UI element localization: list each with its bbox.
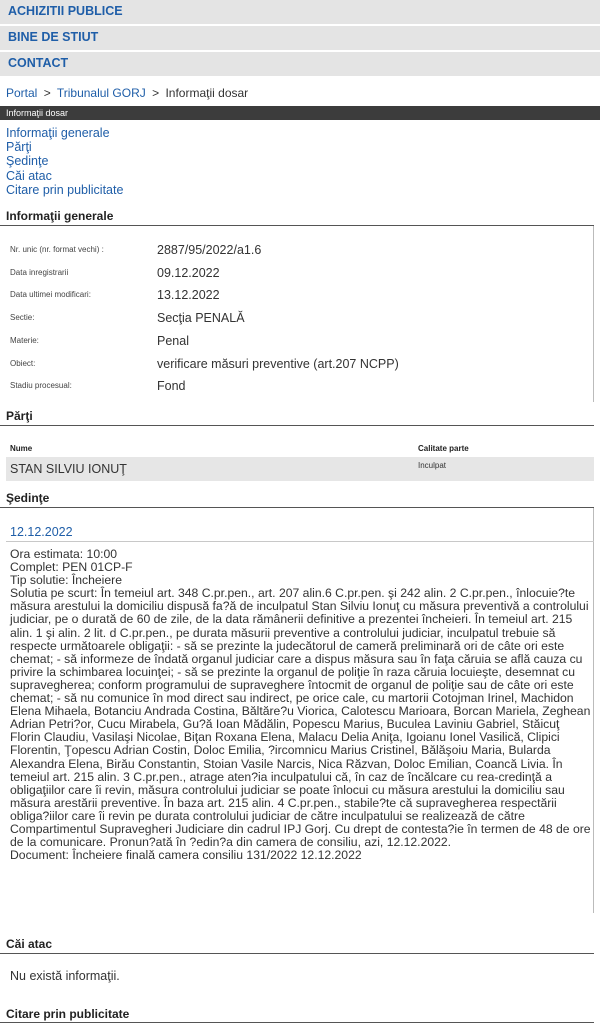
divider (593, 508, 594, 913)
column-header-name: Nume (10, 444, 33, 453)
hearing-details (10, 548, 592, 862)
breadcrumb-court[interactable]: Tribunalul GORJ (56, 86, 146, 100)
column-header-role: Calitate parte (418, 444, 469, 453)
hearing-document: Document: Încheiere finală camera consiliu 131/2022 12.12.2022 (10, 848, 362, 863)
party-role: Inculpat (418, 461, 447, 470)
toc-parti[interactable]: Părţi (6, 140, 32, 155)
info-value: 2887/95/2022/a1.6 (157, 243, 262, 257)
solution-type: Tip solutie: Încheiere (10, 573, 123, 588)
info-label: Data inregistrarii (10, 268, 69, 277)
info-label: Obiect: (10, 359, 36, 368)
info-label: Nr. unic (nr. format vechi) : (10, 245, 104, 254)
party-name: STAN SILVIU IONUŢ (10, 462, 127, 476)
divider (593, 226, 594, 402)
toc-cai-atac[interactable]: Căi atac (6, 168, 52, 183)
toc-citare-prin-publicitate[interactable]: Citare prin publicitate (6, 182, 124, 197)
info-value: Secţia PENALĂ (157, 311, 245, 325)
toc-sedinte[interactable]: Şedinţe (6, 154, 49, 169)
divider (0, 953, 594, 954)
breadcrumb-separator: > (152, 86, 160, 100)
section-title-citare: Citare prin publicitate (6, 1007, 130, 1021)
divider (0, 1022, 594, 1023)
nav-contact[interactable]: CONTACT (0, 52, 600, 78)
section-title-cai-atac: Căi atac (6, 937, 53, 951)
breadcrumb-portal[interactable]: Portal (6, 86, 38, 100)
info-label: Materie: (10, 336, 39, 345)
breadcrumb-separator: > (43, 86, 51, 100)
section-title-general: Informaţii generale (6, 209, 114, 223)
info-label: Data ultimei modificari: (10, 290, 91, 299)
hearing-time: Ora estimata: 10:00 (10, 547, 118, 561)
info-value: Penal (157, 334, 189, 348)
section-title-sedinte: Şedinţe (6, 491, 50, 505)
breadcrumb (6, 86, 248, 100)
table-of-contents (6, 126, 123, 197)
info-value: 09.12.2022 (157, 266, 220, 280)
divider (6, 541, 594, 542)
info-value: verificare măsuri preventive (art.207 NCPP) (157, 357, 399, 371)
info-label: Stadiu procesual: (10, 381, 72, 390)
section-title-parti: Părţi (6, 409, 33, 423)
info-label: Sectie: (10, 313, 35, 322)
nav-achizitii-publice[interactable]: ACHIZITII PUBLICE (0, 0, 600, 26)
no-information-text: Nu există informaţii. (10, 969, 120, 983)
divider (0, 225, 594, 226)
hearing-panel: Complet: PEN 01CP-F (10, 560, 133, 575)
hearing-date: 12.12.2022 (10, 525, 73, 539)
divider (0, 507, 594, 508)
divider (0, 425, 594, 426)
info-value: Fond (157, 379, 186, 393)
info-value: 13.12.2022 (157, 288, 220, 302)
parties-table-header (6, 442, 594, 457)
toc-informatii-generale[interactable]: Informaţii generale (6, 126, 110, 140)
top-navigation (0, 0, 600, 78)
section-header-bar: Informaţii dosar (0, 106, 600, 120)
nav-bine-de-stiut[interactable]: BINE DE STIUT (0, 26, 600, 52)
breadcrumb-current: Informaţii dosar (165, 86, 249, 100)
table-row (6, 457, 594, 481)
solution-summary: Solutia pe scurt: În temeiul art. 348 C.pr.pen., art. 207 alin.6 C.pr.pen. şi 242 alin. 2 C.pr.pen., înlocuie?te măsura arestului la domiciliu dispusă fa?ă de inculpatul Stan Silviu Ionuţ cu măsura preventivă a controlului judiciar, pe o durată de 60 de zile, de la data rămânerii definitive a prezentei încheieri. În temeiul art. 215 alin. 1 şi alin. 2 lit. d C.pr.pen., pe durata măsurii preventive a controlului judiciar, inculpatul trebuie să respecte următoarele obligaţii: - să se prezinte la judecătorul de cameră preliminară ori de câte ori este chemat; - să informeze de îndată organul judiciar care a dispus măsura sau în faţa căruia se află cauza cu privire la schimbarea locuinţei; - să se prezinte la organul de poliţie în raza căruia locuieşte, desemnat cu supravegherea; conform programului de supraveghere întocmit de organul de poliţie sau de câte ori este chemat; - să nu comunice în mod direct sau indirect, pe orice cale, cu martorii Cotojman Irinel, Machidon Elena Mihaela, Botanciu Andrada Costina, Băltăre?u Viorica, Calotescu Marioara, Borcan Mariela, Zeghean Adrian Petri?or, Cucu Mirabela, Gu?ă Ioan Mădălin, Popescu Marius, Buculea Laviniu Gabriel, Stăicuţ Florin Claudiu, Vasilaşi Nicolae, Biţan Roxana Elena, Malacu Delia Aniţa, Igoianu Ionel Vasilică, Clipici Florentin, Ţopescu Adrian Costin, Doloc Emilia, ?ircomnicu Marius Cristinel, Bălăşoiu Maria, Bularda Alexandra Elena, Birău Constantin, Stoian Vasile Narcis, Nica Răzvan, Doloc Emilian, Coancă Livia. În temeiul art. 215 alin. 3 C.pr.pen., atrage aten?ia inculpatului că, în caz de încălcare cu rea-credinţă a obligaţiilor care îi revin, măsura controlului judiciar se poate înlocui cu măsura arestului la domiciliu sau măsura arestării preventive. În baza art. 215 alin. 4 C.pr.pen., stabile?te că supravegherea respectării obliga?iilor care îi revin pe durata controlului judiciar de către inculpatului se realizează de către Compartimentul Supravegheri Judiciare din cadrul IPJ Gorj. Cu drept de contesta?ie în termen de 48 de ore de la comunicare. Pronun?ată în ?edin?a din camera de consiliu, azi, 12.12.2022. (10, 586, 591, 850)
